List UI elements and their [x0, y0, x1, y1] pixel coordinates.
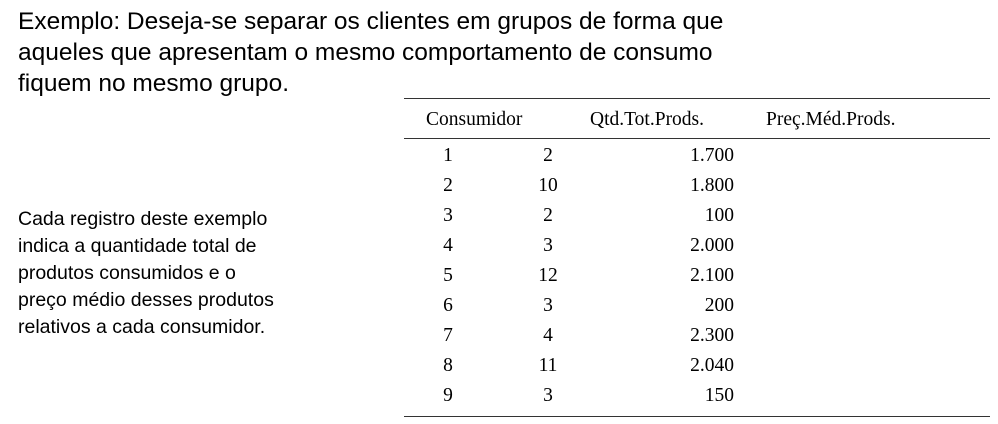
side-note-line: produtos consumidos e o — [18, 262, 236, 284]
cell-qtd: 3 — [543, 235, 553, 256]
table-row — [404, 204, 990, 232]
cell-prec: 2.000 — [690, 235, 734, 256]
table-row — [404, 294, 990, 322]
side-note-line: Cada registro deste exemplo — [18, 208, 268, 230]
cell-prec: 100 — [704, 205, 734, 226]
cell-qtd: 11 — [538, 355, 558, 376]
intro-line: fiquem no mesmo grupo. — [18, 70, 289, 97]
cell-id: 3 — [443, 205, 453, 226]
cell-qtd: 2 — [543, 145, 553, 166]
table-row — [404, 234, 990, 262]
cell-id: 8 — [443, 355, 453, 376]
cell-qtd: 10 — [538, 175, 558, 196]
cell-prec: 2.040 — [690, 355, 734, 376]
table-row — [404, 324, 990, 352]
cell-id: 1 — [443, 145, 453, 166]
header-qtd-tot-prods: Qtd.Tot.Prods. — [590, 109, 705, 130]
cell-id: 9 — [443, 385, 453, 406]
intro-line: Exemplo: Deseja-se separar os clientes em grupos de forma que — [18, 8, 724, 35]
table-header-rule — [404, 138, 990, 139]
side-note — [18, 206, 378, 341]
table-row — [404, 354, 990, 382]
table-row — [404, 264, 990, 292]
table-top-rule — [404, 98, 990, 99]
cell-qtd: 4 — [543, 325, 553, 346]
cell-id: 4 — [443, 235, 453, 256]
cell-prec: 2.100 — [690, 265, 734, 286]
side-note-line: preço médio desses produtos — [18, 289, 274, 311]
cell-id: 6 — [443, 295, 453, 316]
intro-paragraph — [18, 6, 878, 99]
cell-qtd: 3 — [543, 385, 553, 406]
cell-id: 2 — [443, 175, 453, 196]
cell-qtd: 3 — [543, 295, 553, 316]
cell-qtd: 12 — [538, 265, 558, 286]
side-note-line: relativos a cada consumidor. — [18, 316, 266, 338]
cell-id: 5 — [443, 265, 453, 286]
cell-prec: 2.300 — [690, 325, 734, 346]
intro-line: aqueles que apresentam o mesmo comportamento de consumo — [18, 39, 713, 66]
cell-prec: 1.800 — [690, 175, 734, 196]
cell-prec: 150 — [704, 385, 734, 406]
cell-prec: 200 — [704, 295, 734, 316]
header-prec-med-prods: Preç.Méd.Prods. — [766, 109, 896, 130]
cell-qtd: 2 — [543, 205, 553, 226]
table-row — [404, 384, 990, 412]
cell-id: 7 — [443, 325, 453, 346]
table-bottom-rule — [404, 416, 990, 417]
cell-prec: 1.700 — [690, 145, 734, 166]
side-note-line: indica a quantidade total de — [18, 235, 257, 257]
table-row — [404, 144, 990, 172]
table-row — [404, 174, 990, 202]
header-consumidor: Consumidor — [426, 109, 523, 130]
